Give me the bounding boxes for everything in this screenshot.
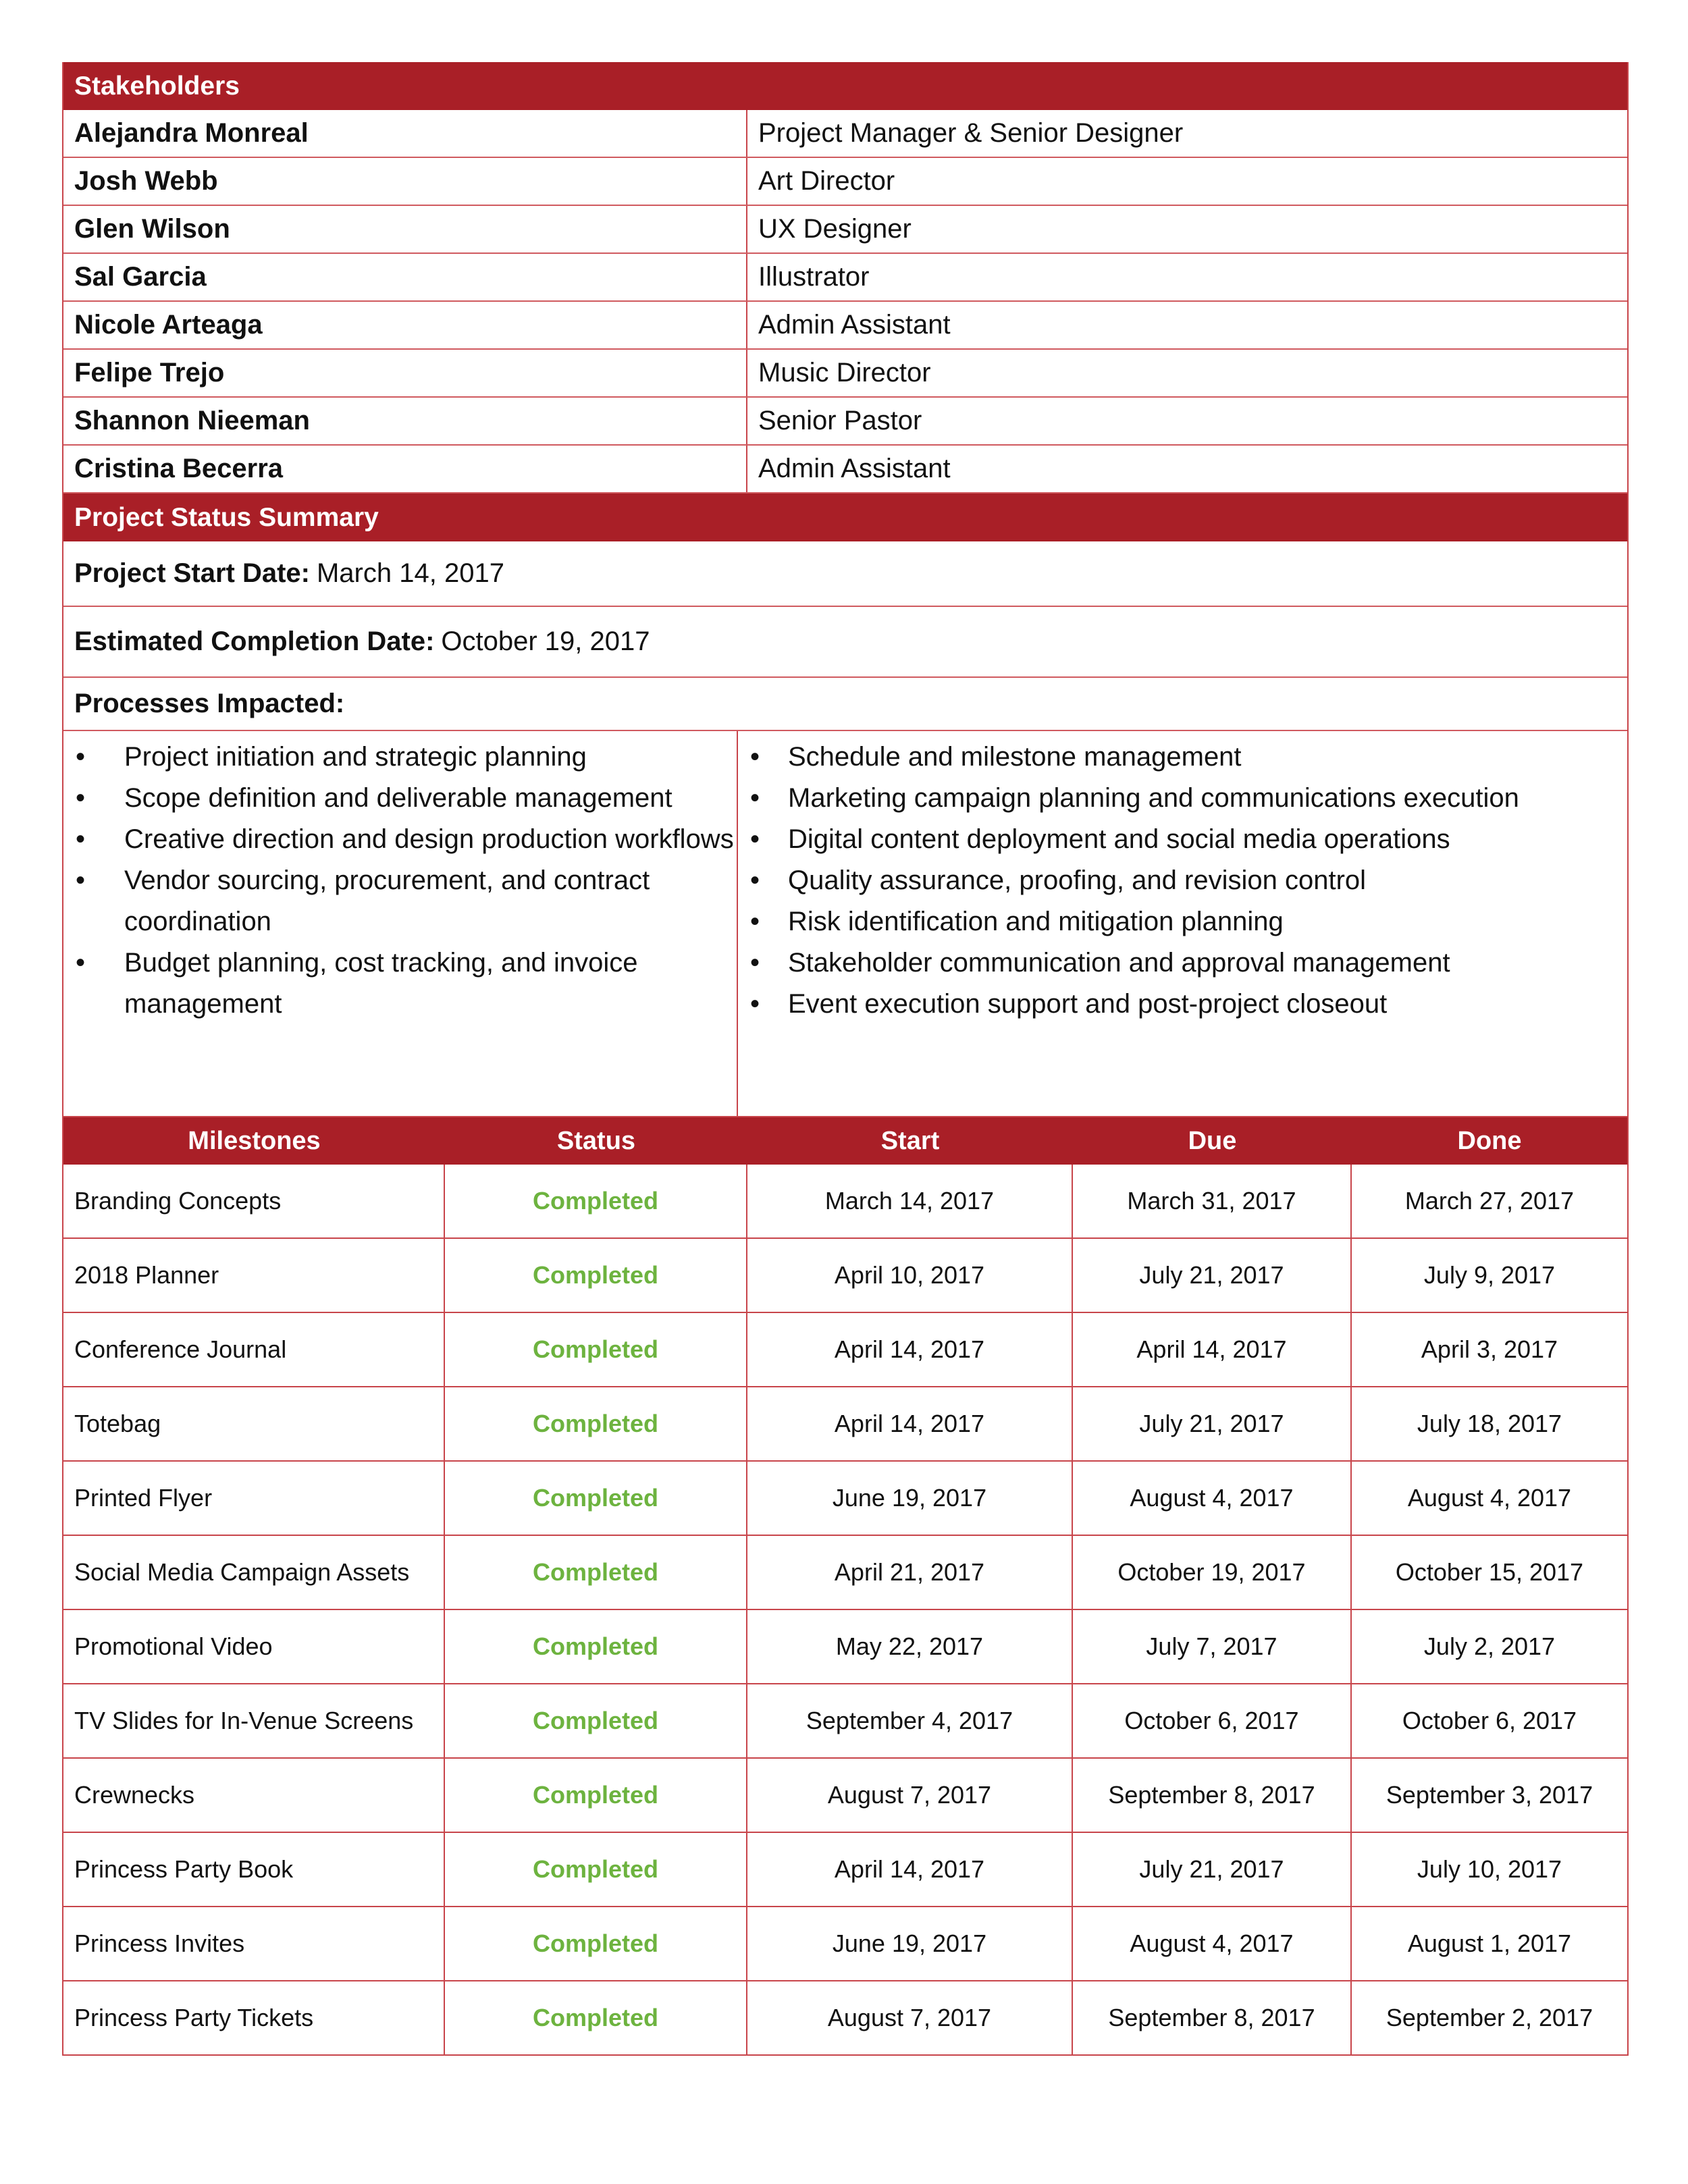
due-date: July 21, 2017 [1073,1387,1352,1460]
process-text: Digital content deployment and social media operations [788,824,1450,854]
process-item [63,942,737,1025]
start-date: April 14, 2017 [747,1833,1073,1906]
status-badge: Completed [445,1462,747,1535]
milestone-name: Printed Flyer [63,1462,445,1535]
start-date: August 7, 2017 [747,1759,1073,1832]
processes-left-list [63,731,738,1116]
process-text: Stakeholder communication and approval management [788,948,1450,978]
stakeholder-role: Illustrator [758,262,870,292]
process-text: Budget planning, cost tracking, and invoice management [124,948,638,1019]
table-row [63,1462,1627,1536]
stakeholder-name: Shannon Nieeman [63,398,747,444]
milestone-name: Social Media Campaign Assets [63,1536,445,1609]
stakeholder-role: Art Director [758,166,895,196]
completion-date-label: Estimated Completion Date: [74,627,435,656]
process-item [63,860,737,942]
column-header: Start [880,1126,940,1155]
done-date: July 2, 2017 [1423,1632,1556,1660]
start-date: September 4, 2017 [747,1684,1073,1757]
bullet-icon: • [76,948,86,978]
project-document [62,62,1629,2056]
stakeholder-row [63,398,1627,446]
status-badge: Completed [445,1981,747,2054]
status-badge: Completed [445,1387,747,1460]
start-date: May 22, 2017 [747,1610,1073,1683]
milestones-header [63,1117,1627,1165]
table-row [63,1165,1627,1239]
process-text: Event execution support and post-project closeout [788,989,1388,1019]
stakeholder-name: Alejandra Monreal [63,110,747,157]
bullet-icon: • [750,865,760,895]
table-row [63,1313,1627,1387]
start-date: April 14, 2017 [747,1387,1073,1460]
milestone-name: Princess Party Tickets [63,1981,445,2054]
stakeholder-name: Josh Webb [63,158,747,205]
stakeholder-row [63,110,1627,158]
done-date: October 15, 2017 [1395,1558,1584,1586]
done-date: October 6, 2017 [1402,1707,1577,1734]
stakeholder-role: Admin Assistant [758,454,951,483]
milestone-name: 2018 Planner [63,1239,445,1312]
stakeholder-name: Cristina Becerra [63,446,747,492]
start-date: April 10, 2017 [747,1239,1073,1312]
bullet-icon: • [750,948,760,978]
due-date: April 14, 2017 [1073,1313,1352,1386]
stakeholders-header: Stakeholders [63,62,1627,110]
done-date: August 4, 2017 [1407,1484,1572,1512]
due-date: October 19, 2017 [1073,1536,1352,1609]
done-date: April 3, 2017 [1421,1335,1558,1363]
process-item [738,737,1519,778]
status-badge: Completed [445,1165,747,1237]
process-item [63,819,737,860]
stakeholder-role: Music Director [758,358,931,388]
bullet-icon: • [76,824,86,854]
done-date: March 27, 2017 [1404,1187,1575,1215]
table-row [63,1759,1627,1833]
milestone-name: Branding Concepts [63,1165,445,1237]
stakeholders-table [63,110,1627,494]
process-text: Risk identification and mitigation planning [788,907,1284,936]
start-date: August 7, 2017 [747,1981,1073,2054]
process-text: Schedule and milestone management [788,742,1242,772]
table-row [63,1981,1627,2056]
bullet-icon: • [750,783,760,813]
status-badge: Completed [445,1536,747,1609]
bullet-icon: • [750,907,760,936]
start-date-row [63,541,1627,607]
due-date: July 21, 2017 [1073,1833,1352,1906]
due-date: September 8, 2017 [1073,1759,1352,1832]
due-date: July 21, 2017 [1073,1239,1352,1312]
stakeholder-name: Nicole Arteaga [63,302,747,348]
completion-date-value: October 19, 2017 [441,627,650,656]
table-row [63,1684,1627,1759]
status-badge: Completed [445,1759,747,1832]
stakeholder-row [63,158,1627,206]
status-badge: Completed [445,1239,747,1312]
stakeholder-row [63,254,1627,302]
bullet-icon: • [76,742,86,772]
milestone-name: Promotional Video [63,1610,445,1683]
start-date-value: March 14, 2017 [316,558,504,588]
due-date: July 7, 2017 [1073,1610,1352,1683]
done-date: August 1, 2017 [1407,1929,1572,1957]
start-date: March 14, 2017 [747,1165,1073,1237]
due-date: August 4, 2017 [1073,1462,1352,1535]
process-item [738,778,1519,819]
column-header: Due [1188,1126,1237,1155]
done-date: September 3, 2017 [1386,1781,1593,1809]
column-header: Milestones [188,1126,321,1155]
due-date: September 8, 2017 [1073,1981,1352,2054]
due-date: October 6, 2017 [1073,1684,1352,1757]
start-date: June 19, 2017 [747,1462,1073,1535]
milestone-name: Princess Invites [63,1907,445,1980]
processes-label-row [63,678,1627,731]
table-row [63,1610,1627,1684]
process-item [738,942,1519,984]
start-date: April 14, 2017 [747,1313,1073,1386]
milestone-name: Crewnecks [63,1759,445,1832]
done-date: September 2, 2017 [1386,2004,1593,2031]
bullet-icon: • [750,989,760,1019]
processes-right-list [738,731,1519,1116]
stakeholder-name: Felipe Trejo [63,350,747,396]
status-badge: Completed [445,1313,747,1386]
process-text: Creative direction and design production workflows [124,824,734,854]
process-text: Marketing campaign planning and communications execution [788,783,1519,813]
process-item [738,819,1519,860]
process-item [63,737,737,778]
stakeholder-role: Senior Pastor [758,406,922,435]
column-header: Status [556,1126,636,1155]
bullet-icon: • [750,824,760,854]
done-date: July 9, 2017 [1423,1261,1556,1289]
status-summary-header: Project Status Summary [63,494,1627,541]
process-text: Scope definition and deliverable management [124,783,672,813]
milestone-name: Conference Journal [63,1313,445,1386]
column-header: Done [1457,1126,1522,1155]
bullet-icon: • [76,865,86,895]
bullet-icon: • [750,742,760,772]
start-date: April 21, 2017 [747,1536,1073,1609]
status-badge: Completed [445,1610,747,1683]
status-badge: Completed [445,1684,747,1757]
stakeholder-row [63,302,1627,350]
status-badge: Completed [445,1907,747,1980]
milestone-name: Totebag [63,1387,445,1460]
stakeholder-role: Admin Assistant [758,310,951,340]
process-text: Project initiation and strategic planning [124,742,587,772]
bullet-icon: • [76,783,86,813]
start-date-label: Project Start Date: [74,558,310,588]
table-row [63,1387,1627,1462]
stakeholder-row [63,206,1627,254]
table-row [63,1239,1627,1313]
stakeholder-role: Project Manager & Senior Designer [758,118,1184,148]
due-date: March 31, 2017 [1073,1165,1352,1237]
start-date: June 19, 2017 [747,1907,1073,1980]
status-badge: Completed [445,1833,747,1906]
completion-date-row [63,607,1627,678]
process-item [738,901,1519,942]
done-date: July 18, 2017 [1417,1410,1562,1437]
stakeholder-name: Sal Garcia [63,254,747,300]
process-item [738,860,1519,901]
done-date: July 10, 2017 [1417,1855,1562,1883]
processes-label: Processes Impacted: [74,689,345,718]
processes-list [63,731,1627,1117]
table-row [63,1536,1627,1610]
stakeholder-row [63,446,1627,494]
due-date: August 4, 2017 [1073,1907,1352,1980]
process-item [63,778,737,819]
stakeholder-row [63,350,1627,398]
table-row [63,1907,1627,1981]
milestones-table [63,1165,1627,2056]
table-row [63,1833,1627,1907]
process-text: Vendor sourcing, procurement, and contract coordination [124,865,650,936]
milestone-name: TV Slides for In-Venue Screens [63,1684,445,1757]
milestone-name: Princess Party Book [63,1833,445,1906]
stakeholder-role: UX Designer [758,214,912,244]
process-item [738,984,1519,1025]
process-text: Quality assurance, proofing, and revision control [788,865,1367,895]
stakeholder-name: Glen Wilson [63,206,747,252]
